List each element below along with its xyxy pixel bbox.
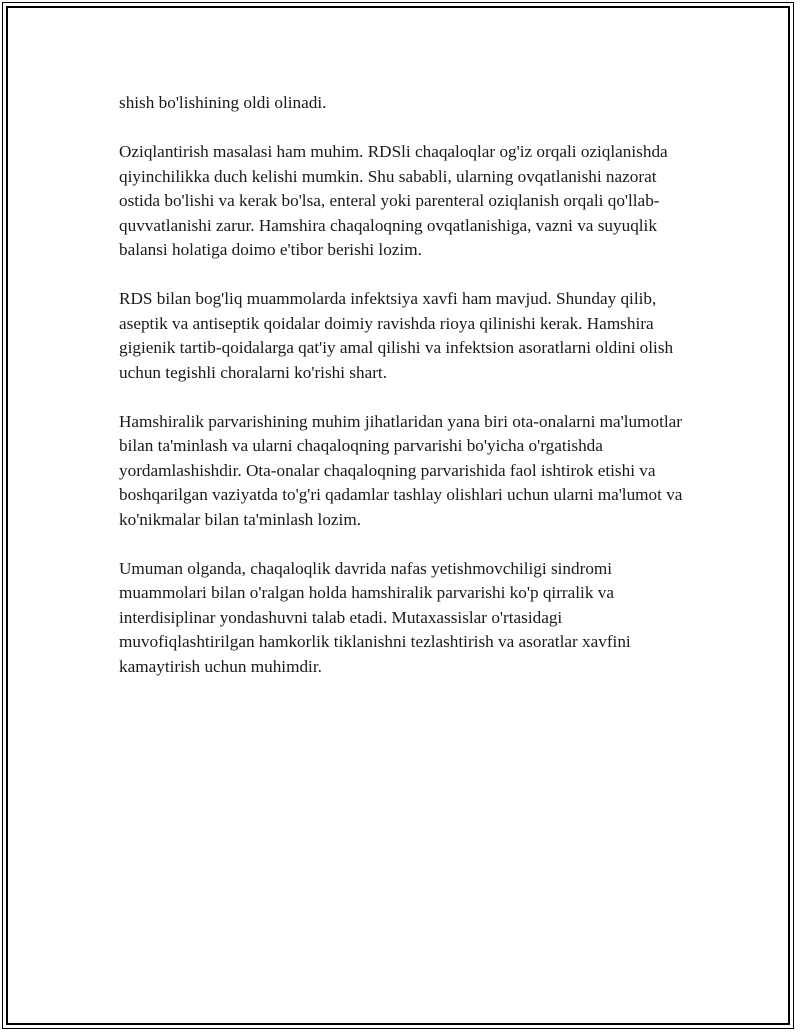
paragraph-infection-risk: RDS bilan bog'liq muammolarda infektsiya xavfi ham mavjud. Shunday qilib, aseptik va antiseptik qoidalar doimiy ravishda rioya qilinishi kerak. Hamshira gigienik tartib-qoidalarga qat'iy amal qilishi va infektsion asoratlarni oldini olish uchun tegishli choralarni ko'rishi shart.	[119, 289, 674, 382]
document-body	[119, 91, 699, 704]
paragraph-conclusion: Umuman olganda, chaqaloqlik davrida nafas yetishmovchiligi sindromi muammolari bilan o'ralgan holda hamshiralik parvarishi ko'p qirralik va interdisiplinar yondashuvni talab etadi. Mutaxassislar o'rtasidagi muvofiqlashtirilgan hamkorlik tiklanishni tezlashtirish va asoratlar xavfini kamaytirish uchun muhimdir.	[119, 558, 631, 676]
paragraph-continuation: shish bo'lishining oldi olinadi.	[119, 93, 327, 112]
paragraph-feeding: Oziqlantirish masalasi ham muhim. RDSli chaqaloqlar og'iz orqali oziqlanishda qiyinchilikka duch kelishi mumkin. Shu sababli, ularning ovqatlanishi nazorat ostida bo'lishi va kerak bo'lsa, enteral yoki parenteral oziqlanish orqali qo'llab-quvvatlanishi zarur. Hamshira chaqaloqning ovqatlanishiga, vazni va suyuqlik balansi holatiga doimo e'tibor berishi lozim.	[119, 142, 668, 259]
paragraph-parent-education: Hamshiralik parvarishining muhim jihatlaridan yana biri ota-onalarni ma'lumotlar bilan ta'minlash va ularni chaqaloqning parvarishi bo'yicha o'rgatishda yordamlashishdir. Ota-onalar chaqaloqning parvarishida faol ishtirok etishi va boshqarilgan vaziyatda to'g'ri qadamlar tashlay olishlari uchun ularni ma'lumot va ko'nikmalar bilan ta'minlash lozim.	[119, 411, 683, 529]
